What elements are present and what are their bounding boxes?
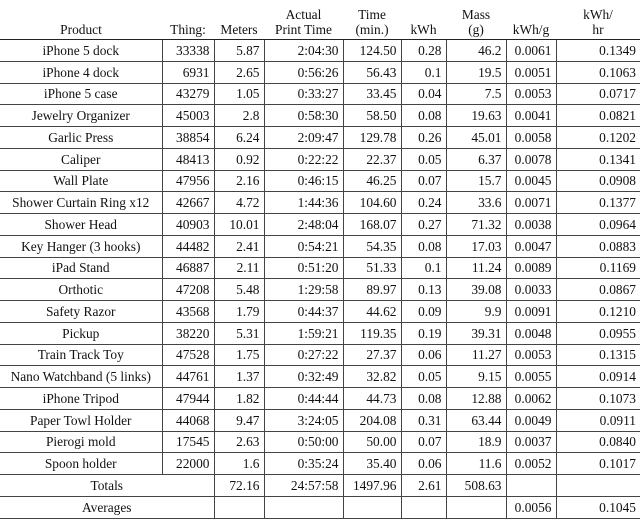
cell-product: Orthotic [0, 279, 162, 301]
cell-kwh: 0.31 [401, 409, 446, 431]
cell-meters: 1.75 [214, 344, 264, 366]
cell-product: Garlic Press [0, 127, 162, 149]
header-kwh-per-hr [556, 2, 640, 40]
header-time-line2: (min.) [355, 22, 389, 37]
cell-print-time: 0:35:24 [264, 453, 343, 475]
cell-mass: 18.9 [446, 431, 506, 453]
cell-kwh-per-hr: 0.1169 [556, 257, 640, 279]
cell-thing: 47944 [162, 388, 214, 410]
cell-meters: 10.01 [214, 214, 264, 236]
cell-mass: 39.31 [446, 322, 506, 344]
cell-kwh: 0.04 [401, 83, 446, 105]
cell-kwh: 0.24 [401, 192, 446, 214]
cell-thing: 47956 [162, 170, 214, 192]
cell-time: 124.50 [343, 40, 401, 62]
cell-time: 89.97 [343, 279, 401, 301]
table-row [0, 257, 640, 279]
table-row [0, 40, 640, 62]
cell-kwh-per-hr: 0.1341 [556, 148, 640, 170]
cell-product: Train Track Toy [0, 344, 162, 366]
header-kwh-per-g: kWh/g [506, 2, 556, 40]
cell-mass: 19.5 [446, 61, 506, 83]
cell-mass: 6.37 [446, 148, 506, 170]
cell-print-time: 1:44:36 [264, 192, 343, 214]
cell-meters: 1.37 [214, 366, 264, 388]
cell-print-time: 0:33:27 [264, 83, 343, 105]
cell-time: 50.00 [343, 431, 401, 453]
table-row [0, 148, 640, 170]
cell-kwh: 0.1 [401, 257, 446, 279]
cell-kwh: 0.08 [401, 235, 446, 257]
cell-meters: 1.05 [214, 83, 264, 105]
table-row [0, 214, 640, 236]
cell-kwh-per-g: 0.0091 [506, 301, 556, 323]
totals-empty-kwh-per-g [506, 475, 556, 497]
table-row [0, 235, 640, 257]
cell-time: 44.62 [343, 301, 401, 323]
cell-kwh: 0.06 [401, 344, 446, 366]
cell-thing: 47208 [162, 279, 214, 301]
cell-meters: 6.24 [214, 127, 264, 149]
cell-mass: 71.32 [446, 214, 506, 236]
header-kwh-per-hr-line2: hr [592, 22, 604, 37]
table-row [0, 192, 640, 214]
cell-kwh-per-hr: 0.0840 [556, 431, 640, 453]
cell-mass: 9.9 [446, 301, 506, 323]
cell-kwh-per-hr: 0.1377 [556, 192, 640, 214]
cell-thing: 48413 [162, 148, 214, 170]
cell-print-time: 0:51:20 [264, 257, 343, 279]
cell-mass: 12.88 [446, 388, 506, 410]
cell-product: iPhone 5 dock [0, 40, 162, 62]
table-body [0, 40, 640, 519]
averages-row [0, 496, 640, 518]
header-kwh-per-hr-line1: kWh/ [583, 7, 613, 22]
cell-time: 119.35 [343, 322, 401, 344]
header-time-line1: Time [358, 7, 386, 22]
cell-kwh-per-g: 0.0037 [506, 431, 556, 453]
cell-thing: 47528 [162, 344, 214, 366]
cell-kwh-per-hr: 0.0964 [556, 214, 640, 236]
cell-kwh-per-g: 0.0038 [506, 214, 556, 236]
cell-meters: 2.16 [214, 170, 264, 192]
cell-mass: 11.24 [446, 257, 506, 279]
cell-product: Shower Head [0, 214, 162, 236]
totals-kwh: 2.61 [401, 475, 446, 497]
cell-kwh-per-g: 0.0089 [506, 257, 556, 279]
cell-kwh: 0.19 [401, 322, 446, 344]
cell-product: Pickup [0, 322, 162, 344]
cell-kwh-per-g: 0.0048 [506, 322, 556, 344]
cell-kwh-per-g: 0.0071 [506, 192, 556, 214]
cell-kwh-per-hr: 0.1073 [556, 388, 640, 410]
cell-time: 33.45 [343, 83, 401, 105]
cell-mass: 33.6 [446, 192, 506, 214]
cell-meters: 4.72 [214, 192, 264, 214]
cell-kwh-per-g: 0.0051 [506, 61, 556, 83]
cell-thing: 33338 [162, 40, 214, 62]
cell-thing: 44068 [162, 409, 214, 431]
cell-kwh-per-hr: 0.0955 [556, 322, 640, 344]
cell-time: 32.82 [343, 366, 401, 388]
cell-kwh: 0.06 [401, 453, 446, 475]
header-print-time-line1: Actual [285, 7, 322, 22]
cell-kwh: 0.1 [401, 61, 446, 83]
cell-kwh-per-g: 0.0062 [506, 388, 556, 410]
cell-thing: 38854 [162, 127, 214, 149]
cell-meters: 2.41 [214, 235, 264, 257]
cell-mass: 39.08 [446, 279, 506, 301]
cell-meters: 5.31 [214, 322, 264, 344]
cell-product: iPhone 4 dock [0, 61, 162, 83]
table-row [0, 409, 640, 431]
cell-kwh: 0.05 [401, 148, 446, 170]
cell-print-time: 0:22:22 [264, 148, 343, 170]
cell-thing: 40903 [162, 214, 214, 236]
averages-empty-print-time [264, 496, 343, 518]
cell-mass: 9.15 [446, 366, 506, 388]
cell-print-time: 0:44:44 [264, 388, 343, 410]
cell-kwh-per-hr: 0.1315 [556, 344, 640, 366]
cell-time: 35.40 [343, 453, 401, 475]
cell-kwh: 0.09 [401, 301, 446, 323]
cell-product: Paper Towl Holder [0, 409, 162, 431]
table-row [0, 61, 640, 83]
cell-meters: 5.48 [214, 279, 264, 301]
totals-empty-kwh-per-hr [556, 475, 640, 497]
cell-thing: 43279 [162, 83, 214, 105]
table-row [0, 170, 640, 192]
cell-print-time: 1:59:21 [264, 322, 343, 344]
cell-time: 168.07 [343, 214, 401, 236]
header-kwh: kWh [401, 2, 446, 40]
cell-kwh-per-hr: 0.1063 [556, 61, 640, 83]
header-print-time [264, 2, 343, 40]
totals-row [0, 475, 640, 497]
cell-thing: 46887 [162, 257, 214, 279]
table-header [0, 2, 640, 40]
cell-thing: 22000 [162, 453, 214, 475]
cell-meters: 2.11 [214, 257, 264, 279]
totals-time: 1497.96 [343, 475, 401, 497]
cell-time: 54.35 [343, 235, 401, 257]
cell-kwh-per-g: 0.0053 [506, 344, 556, 366]
cell-mass: 15.7 [446, 170, 506, 192]
cell-kwh-per-hr: 0.0911 [556, 409, 640, 431]
print-energy-table [0, 2, 640, 519]
cell-time: 104.60 [343, 192, 401, 214]
cell-kwh-per-g: 0.0045 [506, 170, 556, 192]
header-mass-line1: Mass [461, 7, 491, 22]
table-row [0, 431, 640, 453]
cell-kwh: 0.08 [401, 105, 446, 127]
header-product: Product [0, 2, 162, 40]
cell-thing: 6931 [162, 61, 214, 83]
header-thing: Thing: [162, 2, 214, 40]
cell-time: 27.37 [343, 344, 401, 366]
table-row [0, 322, 640, 344]
cell-meters: 5.87 [214, 40, 264, 62]
cell-kwh-per-g: 0.0052 [506, 453, 556, 475]
cell-kwh-per-hr: 0.0717 [556, 83, 640, 105]
cell-kwh: 0.26 [401, 127, 446, 149]
table-row [0, 388, 640, 410]
cell-product: Wall Plate [0, 170, 162, 192]
table-row [0, 279, 640, 301]
cell-print-time: 0:58:30 [264, 105, 343, 127]
cell-print-time: 0:56:26 [264, 61, 343, 83]
cell-kwh: 0.05 [401, 366, 446, 388]
totals-meters: 72.16 [214, 475, 264, 497]
table-row [0, 127, 640, 149]
cell-time: 58.50 [343, 105, 401, 127]
cell-print-time: 3:24:05 [264, 409, 343, 431]
cell-meters: 2.65 [214, 61, 264, 83]
cell-mass: 46.2 [446, 40, 506, 62]
cell-time: 46.25 [343, 170, 401, 192]
cell-kwh-per-hr: 0.1017 [556, 453, 640, 475]
cell-product: Jewelry Organizer [0, 105, 162, 127]
table-row [0, 83, 640, 105]
cell-kwh: 0.13 [401, 279, 446, 301]
cell-kwh-per-g: 0.0049 [506, 409, 556, 431]
cell-meters: 9.47 [214, 409, 264, 431]
cell-thing: 38220 [162, 322, 214, 344]
table-row [0, 301, 640, 323]
cell-thing: 42667 [162, 192, 214, 214]
cell-thing: 17545 [162, 431, 214, 453]
averages-label: Averages [0, 496, 214, 518]
cell-print-time: 0:50:00 [264, 431, 343, 453]
cell-meters: 1.6 [214, 453, 264, 475]
cell-print-time: 0:27:22 [264, 344, 343, 366]
table-row [0, 344, 640, 366]
cell-print-time: 1:29:58 [264, 279, 343, 301]
cell-mass: 45.01 [446, 127, 506, 149]
cell-print-time: 2:48:04 [264, 214, 343, 236]
cell-thing: 44482 [162, 235, 214, 257]
cell-kwh: 0.08 [401, 388, 446, 410]
cell-kwh-per-g: 0.0055 [506, 366, 556, 388]
cell-meters: 2.63 [214, 431, 264, 453]
cell-thing: 45003 [162, 105, 214, 127]
cell-kwh-per-g: 0.0047 [506, 235, 556, 257]
header-print-time-line2: Print Time [275, 22, 332, 37]
cell-kwh: 0.27 [401, 214, 446, 236]
cell-kwh-per-hr: 0.1202 [556, 127, 640, 149]
cell-mass: 7.5 [446, 83, 506, 105]
cell-mass: 63.44 [446, 409, 506, 431]
cell-product: Nano Watchband (5 links) [0, 366, 162, 388]
cell-kwh-per-g: 0.0061 [506, 40, 556, 62]
cell-kwh-per-g: 0.0058 [506, 127, 556, 149]
cell-product: iPad Stand [0, 257, 162, 279]
cell-thing: 43568 [162, 301, 214, 323]
table-row [0, 105, 640, 127]
cell-meters: 0.92 [214, 148, 264, 170]
cell-kwh-per-hr: 0.1210 [556, 301, 640, 323]
totals-print-time: 24:57:58 [264, 475, 343, 497]
averages-empty-time [343, 496, 401, 518]
cell-meters: 1.79 [214, 301, 264, 323]
cell-kwh-per-hr: 0.0908 [556, 170, 640, 192]
cell-time: 22.37 [343, 148, 401, 170]
cell-mass: 11.27 [446, 344, 506, 366]
cell-meters: 1.82 [214, 388, 264, 410]
cell-product: Spoon holder [0, 453, 162, 475]
cell-time: 51.33 [343, 257, 401, 279]
cell-mass: 11.6 [446, 453, 506, 475]
cell-mass: 19.63 [446, 105, 506, 127]
cell-kwh-per-g: 0.0053 [506, 83, 556, 105]
cell-kwh-per-g: 0.0041 [506, 105, 556, 127]
cell-thing: 44761 [162, 366, 214, 388]
cell-product: Shower Curtain Ring x12 [0, 192, 162, 214]
cell-kwh-per-hr: 0.0821 [556, 105, 640, 127]
header-meters: Meters [214, 2, 264, 40]
cell-product: Pierogi mold [0, 431, 162, 453]
cell-print-time: 0:46:15 [264, 170, 343, 192]
cell-time: 204.08 [343, 409, 401, 431]
cell-product: iPhone Tripod [0, 388, 162, 410]
cell-kwh-per-g: 0.0033 [506, 279, 556, 301]
cell-kwh-per-hr: 0.0883 [556, 235, 640, 257]
averages-empty-kwh [401, 496, 446, 518]
cell-time: 129.78 [343, 127, 401, 149]
averages-empty-meters [214, 496, 264, 518]
cell-product: Safety Razor [0, 301, 162, 323]
cell-print-time: 2:04:30 [264, 40, 343, 62]
cell-product: Key Hanger (3 hooks) [0, 235, 162, 257]
cell-mass: 17.03 [446, 235, 506, 257]
cell-time: 56.43 [343, 61, 401, 83]
totals-mass: 508.63 [446, 475, 506, 497]
header-mass [446, 2, 506, 40]
cell-print-time: 2:09:47 [264, 127, 343, 149]
cell-kwh-per-g: 0.0078 [506, 148, 556, 170]
header-time [343, 2, 401, 40]
table-row [0, 453, 640, 475]
cell-kwh: 0.07 [401, 431, 446, 453]
cell-product: Caliper [0, 148, 162, 170]
cell-print-time: 0:54:21 [264, 235, 343, 257]
table-row [0, 366, 640, 388]
cell-print-time: 0:32:49 [264, 366, 343, 388]
cell-product: iPhone 5 case [0, 83, 162, 105]
cell-kwh-per-hr: 0.0867 [556, 279, 640, 301]
cell-kwh: 0.07 [401, 170, 446, 192]
averages-kwh-per-hr: 0.1045 [556, 496, 640, 518]
averages-kwh-per-g: 0.0056 [506, 496, 556, 518]
cell-kwh-per-hr: 0.0914 [556, 366, 640, 388]
cell-kwh-per-hr: 0.1349 [556, 40, 640, 62]
cell-meters: 2.8 [214, 105, 264, 127]
cell-time: 44.73 [343, 388, 401, 410]
header-mass-line2: (g) [468, 22, 484, 37]
cell-print-time: 0:44:37 [264, 301, 343, 323]
averages-empty-mass [446, 496, 506, 518]
cell-kwh: 0.28 [401, 40, 446, 62]
totals-label: Totals [0, 475, 214, 497]
